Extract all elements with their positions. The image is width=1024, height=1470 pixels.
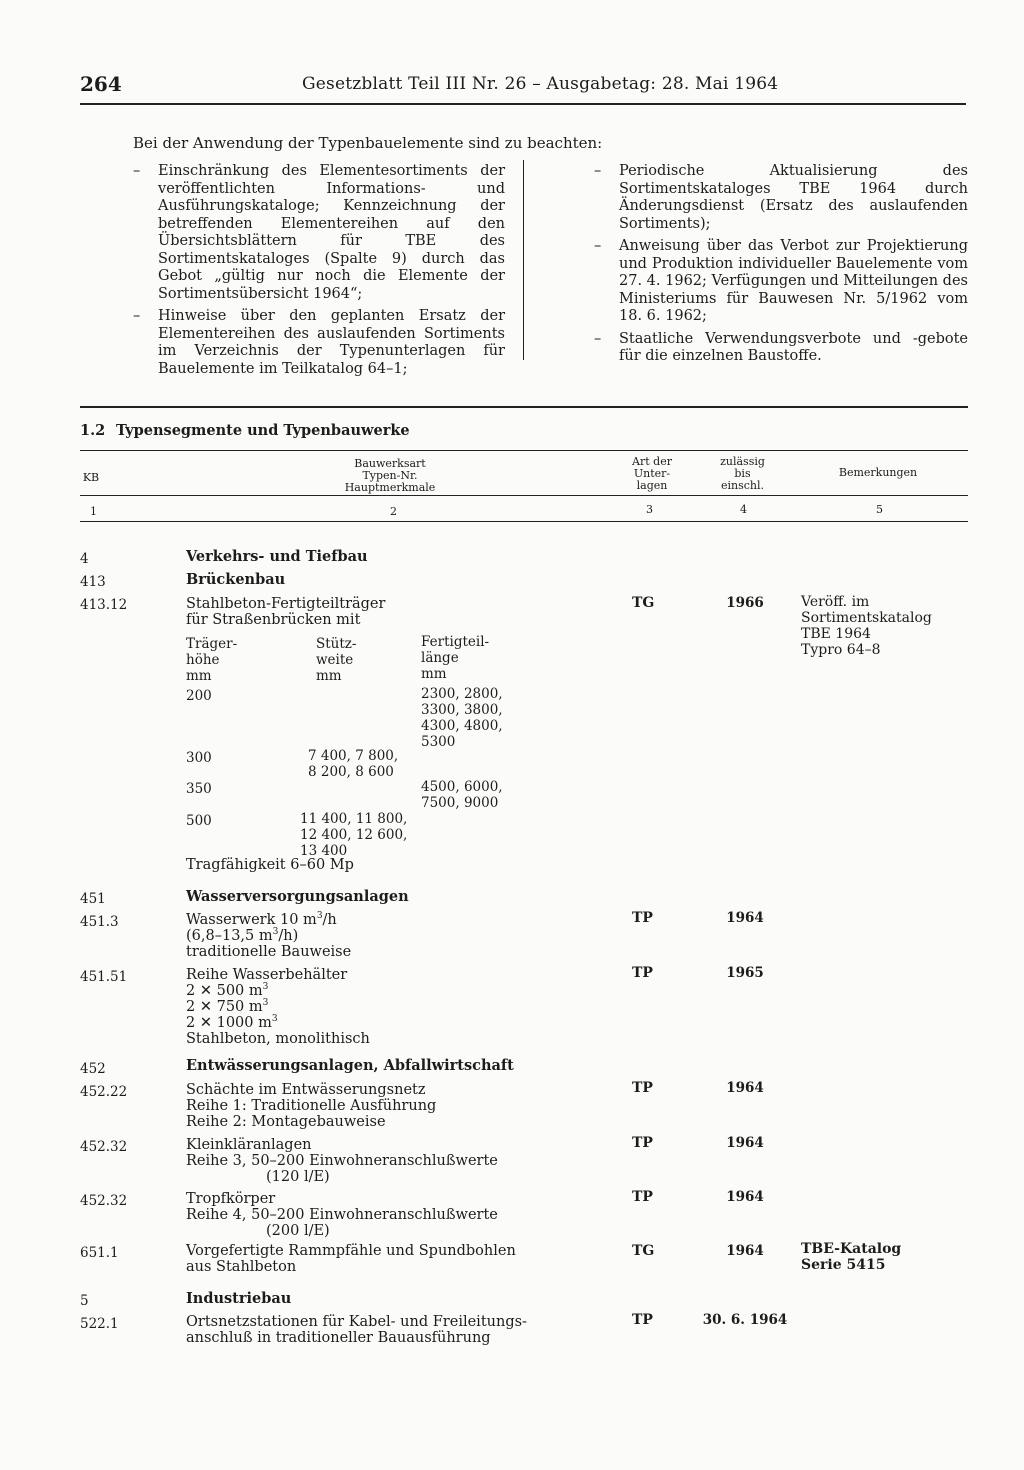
subhead-fertigteillaenge: Fertigteil- länge mm <box>421 634 490 682</box>
row-art-452-32b: TP <box>632 1189 653 1205</box>
row-year-452-32b: 1964 <box>726 1189 764 1205</box>
row-date-522-1: 30. 6. 1964 <box>702 1312 788 1328</box>
right-item-3: – Staatliche Verwendungsverbote und -gebote für die einzelnen Baustoffe. <box>594 330 968 364</box>
row-text-522-1: Ortsnetzstationen für Kabel- und Freileitungs- anschluß in traditioneller Bauausführung <box>186 1314 527 1346</box>
row-art-451-51: TP <box>632 965 653 981</box>
sub-height-350: 350 <box>186 781 212 797</box>
sub-length-200: 2300, 2800, 3300, 3800, 4300, 4800, 5300 <box>421 686 503 750</box>
row-heading-452: Entwässerungsanlagen, Abfallwirtschaft <box>186 1057 514 1074</box>
left-column <box>133 163 505 383</box>
row-heading-413: Brückenbau <box>186 571 286 588</box>
row-text-651-1: Vorgefertigte Rammpfähle und Spundbohlen aus Stahlbeton <box>186 1243 516 1275</box>
row-text-452-32a: Kleinkläranlagen Reihe 3, 50–200 Einwohneranschlußwerte (120 l/E) <box>186 1137 498 1185</box>
row-year-413-12: 1966 <box>726 595 764 611</box>
row-text-451-51: Reihe Wasserbehälter 2 ✕ 500 $m^3$ 2 ✕ 750 $m^3$ 2 ✕ 1000 $m^3$ Stahlbeton, monolithisch <box>186 967 370 1047</box>
col-head-bauwerksart: Bauwerksart Typen-Nr. Hauptmerkmale <box>344 457 436 494</box>
row-art-452-32a: TP <box>632 1135 653 1151</box>
right-item-1: – Periodische Aktualisierung des Sortimentskataloges TBE 1964 durch Änderungsdienst (Ersatz des auslaufenden Sortiments); <box>594 163 968 232</box>
row-year-451-51: 1965 <box>726 965 764 981</box>
col-number-4: 4 <box>740 503 747 516</box>
row-heading-451: Wasserversorgungsanlagen <box>186 888 409 905</box>
row-kb-451-51: 451.51 <box>80 969 128 985</box>
row-art-522-1: TP <box>632 1312 653 1328</box>
page-header-title: Gesetzblatt Teil III Nr. 26 – Ausgabetag: 28. Mai 1964 <box>302 74 779 94</box>
intro-sentence: Bei der Anwendung der Typenbauelemente sind zu beachten: <box>133 134 603 152</box>
column-divider <box>523 160 524 360</box>
row-kb-452-22: 452.22 <box>80 1084 128 1100</box>
col-head-kb: KB <box>82 471 100 484</box>
row-art-651-1: TG <box>632 1243 655 1259</box>
row-text-413-12: Stahlbeton-Fertigteilträger für Straßenbrücken mit <box>186 596 386 628</box>
sub-height-500: 500 <box>186 813 212 829</box>
row-kb-452-32a: 452.32 <box>80 1139 128 1155</box>
row-art-451-3: TP <box>632 910 653 926</box>
row-art-413-12: TG <box>632 595 655 611</box>
table-head-rule <box>80 495 968 496</box>
col-number-3: 3 <box>646 503 653 516</box>
sub-length-350: 4500, 6000, 7500, 9000 <box>421 779 503 811</box>
right-column <box>594 163 968 371</box>
sub-span-300: 7 400, 7 800, 8 200, 8 600 <box>308 748 399 780</box>
row-kb-413-12: 413.12 <box>80 597 128 613</box>
subhead-stuetzweite: Stütz- weite mm <box>316 636 357 684</box>
header-rule <box>80 103 966 105</box>
row-kb-4: 4 <box>80 551 89 567</box>
row-year-651-1: 1964 <box>726 1243 764 1259</box>
row-kb-522-1: 522.1 <box>80 1316 119 1332</box>
row-kb-413: 413 <box>80 574 106 590</box>
left-item-2: – Hinweise über den geplanten Ersatz der Elementereihen des auslaufenden Sortiments im Verzeichnis der Typenunterlagen für Bauelemente im Teilkatalog 64–1; <box>133 308 505 377</box>
sub-span-500: 11 400, 11 800, 12 400, 12 600, 13 400 <box>300 811 408 859</box>
sub-height-300: 300 <box>186 750 212 766</box>
page-number: 264 <box>80 72 122 96</box>
col-head-bemerkungen: Bemerkungen <box>838 466 918 479</box>
row-year-452-22: 1964 <box>726 1080 764 1096</box>
row-text-452-32b: Tropfkörper Reihe 4, 50–200 Einwohneranschlußwerte (200 l/E) <box>186 1191 498 1239</box>
row-kb-651-1: 651.1 <box>80 1245 119 1261</box>
col-number-2: 2 <box>390 505 397 518</box>
right-item-2: – Anweisung über das Verbot zur Projektierung und Produktion individueller Bauelemente vom 27. 4. 1962; Verfügungen und Mitteilungen des Ministeriums für Bauwesen Nr. 5/1962 vom 18. 6. 1962; <box>594 238 968 324</box>
row-text-452-22: Schächte im Entwässerungsnetz Reihe 1: Traditionelle Ausführung Reihe 2: Montagebauweise <box>186 1082 437 1130</box>
row-year-452-32a: 1964 <box>726 1135 764 1151</box>
row-kb-451-3: 451.3 <box>80 914 119 930</box>
col-number-1: 1 <box>90 505 97 518</box>
row-art-452-22: TP <box>632 1080 653 1096</box>
col-head-zulaessig: zulässig bis einschl. <box>720 455 765 492</box>
left-item-1: – Einschränkung des Elementesortiments der veröffentlichten Informations- und Ausführungskataloge; Kennzeichnung der betreffenden Elementereihen auf den Übersichtsblättern für TBE des Sortimentskataloges (Spalte 9) durch das Gebot „gültig nur noch die Elemente der Sortimentsübersicht 1964“; <box>133 163 505 302</box>
row-kb-5: 5 <box>80 1293 89 1309</box>
row-kb-452-32b: 452.32 <box>80 1193 128 1209</box>
section-heading: 1.2 Typensegmente und Typenbauwerke <box>80 422 410 439</box>
col-head-art: Art der Unter- lagen <box>632 455 672 492</box>
row-kb-451: 451 <box>80 891 106 907</box>
row-text-451-3: Wasserwerk 10 $m^3/h$ (6,8–13,5 $m^3/h$) traditionelle Bauweise <box>186 911 352 960</box>
row-kb-452: 452 <box>80 1061 106 1077</box>
row-remarks-413-12: Veröff. im Sortimentskatalog TBE 1964 Typro 64–8 <box>801 594 932 658</box>
table-numbers-rule <box>80 521 968 522</box>
table-top-rule <box>80 450 968 451</box>
section-top-rule <box>80 406 968 408</box>
row-heading-4: Verkehrs- und Tiefbau <box>186 548 368 565</box>
row-year-451-3: 1964 <box>726 910 764 926</box>
subhead-traegerhoehe: Träger- höhe mm <box>186 636 238 684</box>
row-remarks-651-1: TBE-Katalog Serie 5415 <box>801 1241 902 1273</box>
sub-height-200: 200 <box>186 688 212 704</box>
row-heading-5: Industriebau <box>186 1290 292 1307</box>
col-number-5: 5 <box>876 503 883 516</box>
row-capacity-413-12: Tragfähigkeit 6–60 Mp <box>186 857 354 873</box>
